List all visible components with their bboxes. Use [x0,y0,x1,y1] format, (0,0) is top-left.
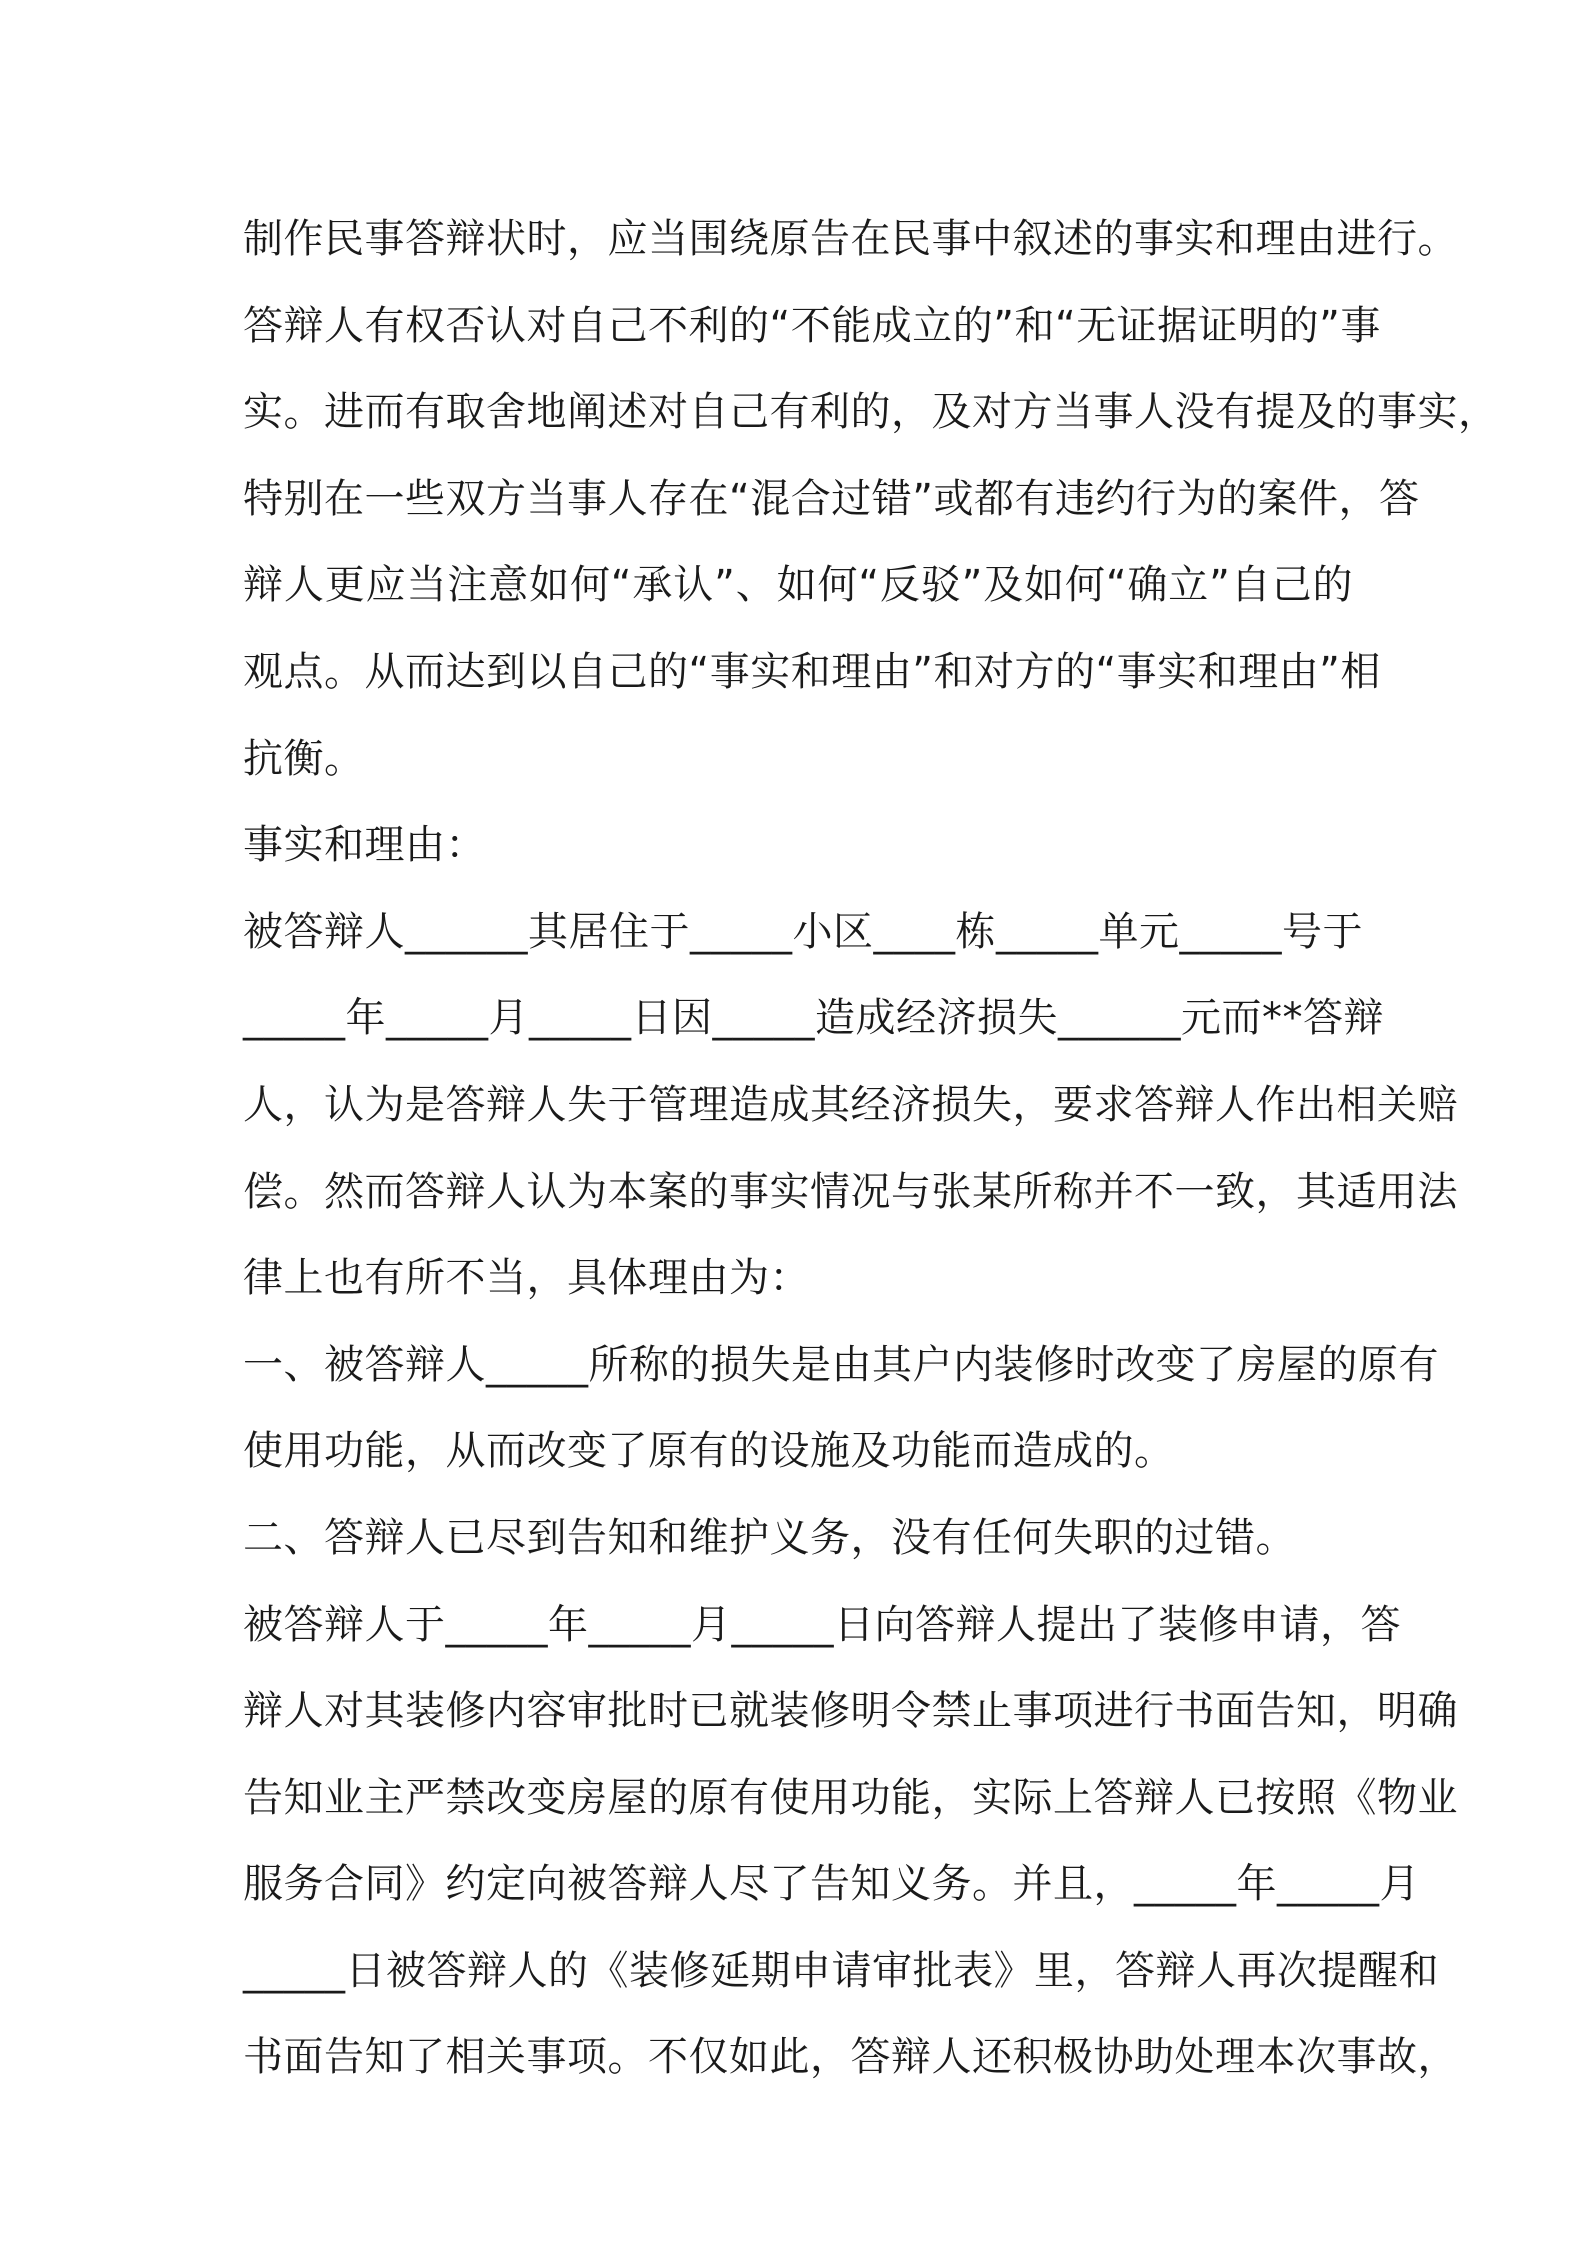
text-line: 答辩人有权否认对自己不利的“不能成立的”和“无证据证明的”事 [243,302,1381,349]
text-line: 律上也有所不当，具体理由为： [243,1255,810,1302]
text-line: 抗衡。 [243,735,365,782]
text-line: 告知业主严禁改变房屋的原有使用功能，实际上答辩人已按照《物业 [243,1774,1458,1821]
document-body [243,196,1499,2101]
text-line: 制作民事答辩状时，应当围绕原告在民事中叙述的事实和理由进行。 [243,216,1458,262]
text-line: 服务合同》约定向被答辩人尽了告知义务。并且，_____年_____月 [243,1861,1420,1908]
text-line: _____年_____月_____日因_____造成经济损失______元而**答辩 [243,995,1384,1042]
text-line: 辩人对其装修内容审批时已就装修明令禁止事项进行书面告知，明确 [243,1688,1458,1735]
text-line: 实。进而有取舍地阐述对自己有利的，及对方当事人没有提及的事实， [243,389,1499,436]
text-line: 特别在一些双方当事人存在“混合过错”或都有违约行为的案件，答 [243,475,1420,522]
text-line: 一、被答辩人_____所称的损失是由其户内装修时改变了房屋的原有 [243,1341,1439,1388]
text-line: 辩人更应当注意如何“承认”、如何“反驳”及如何“确立”自己的 [243,562,1353,609]
text-line: 书面告知了相关事项。不仅如此，答辩人还积极协助处理本次事故， [243,2034,1458,2081]
text-line: 被答辩人于_____年_____月_____日向答辩人提出了装修申请，答 [243,1601,1401,1648]
text-line: 偿。然而答辩人认为本案的事实情况与张某所称并不一致，其适用法 [243,1168,1458,1215]
text-line: _____日被答辩人的《装修延期申请审批表》里，答辩人再次提醒和 [243,1947,1439,1994]
text-line: 被答辩人______其居住于_____小区____栋_____单元_____号于 [243,908,1363,955]
section-heading: 事实和理由： [243,822,486,869]
text-line: 观点。从而达到以自己的“事实和理由”和对方的“事实和理由”相 [243,648,1381,695]
text-line: 二、答辩人已尽到告知和维护义务，没有任何失职的过错。 [243,1514,1296,1561]
text-line: 使用功能，从而改变了原有的设施及功能而造成的。 [243,1428,1175,1475]
text-line: 人，认为是答辩人失于管理造成其经济损失，要求答辩人作出相关赔 [243,1081,1458,1128]
